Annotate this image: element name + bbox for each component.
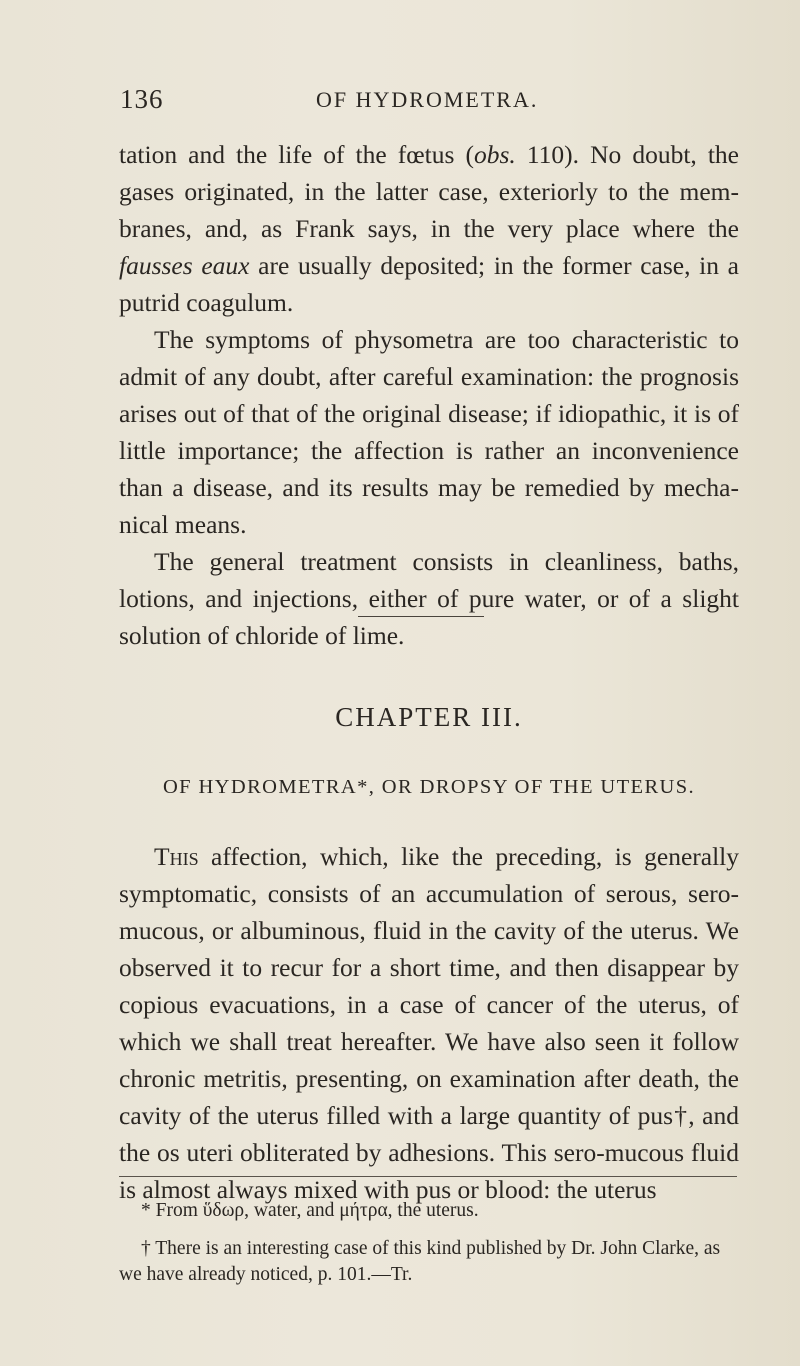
footnote-clarke-case: † There is an interesting case of this kind published by Dr. John Clarke, as we have already noticed, p. 101.—Tr. — [119, 1238, 721, 1285]
section-hydrometra — [119, 838, 739, 1208]
paragraph-symptoms: The symptoms of physometra are too characteristic to admit of any doubt, after careful examination: the prognosis arises out of that of the original disease; if idiopathic, it is of little importance; the affection is rather an inconvenience than a disease, and its results may be remedied by mechanical means. — [119, 325, 739, 539]
chapter-title: CHAPTER III. — [335, 702, 523, 732]
footnote-etymology: * From ὕδωρ, water, and μήτρα, the uterus. — [141, 1200, 479, 1221]
running-head: OF HYDROMETRA. — [316, 87, 539, 112]
page-number: 136 — [120, 84, 164, 114]
paragraph-treatment: The general treatment consists in cleanliness, baths, lotions, and injections, either of pure water, or of a slight solution of chloride of lime. — [119, 547, 739, 650]
paragraph-gases-part-b: 110). No doubt, the gases originated, in the latter case, exteriorly to the membranes, and, as Frank says, in the very place where the — [119, 140, 739, 243]
obs-abbreviation: obs. — [474, 140, 516, 169]
lead-word: This — [154, 842, 199, 871]
paragraph-gases-part-a: tation and the life of the fœtus ( — [119, 140, 474, 169]
paragraph-hydrometra-intro — [119, 838, 739, 1208]
section-divider — [358, 616, 484, 617]
footnote-divider — [119, 1176, 737, 1177]
paragraph-gases — [119, 136, 739, 321]
paragraph-hydrometra-text: affection, which, like the preceding, is generally symptomatic, consists of an accumulation of serous, sero-mucous, or albuminous, fluid in the cavity of the uterus. We observed it to recur for a short time, and then disappear by copious evacuations, in a case of cancer of the uterus, of which we shall treat hereafter. We have also seen it follow chronic metritis, presenting, on examination after death, the cavity of the uterus filled with a large quantity of pus†, and the os uteri obliterated by adhesions. This sero-mucous fluid is almost always mixed with pus or blood: the uterus — [119, 842, 739, 1204]
footnotes — [119, 1198, 739, 1300]
chapter-subtitle: OF HYDROMETRA*, OR DROPSY OF THE UTERUS. — [162, 776, 696, 798]
section-physometra-continued — [119, 136, 739, 654]
paragraph-gases-part-c: are usually deposited; in the former case, in a putrid coagulum. — [119, 251, 740, 317]
fausses-eaux-term: fausses eaux — [119, 251, 250, 280]
page-header — [120, 84, 740, 124]
